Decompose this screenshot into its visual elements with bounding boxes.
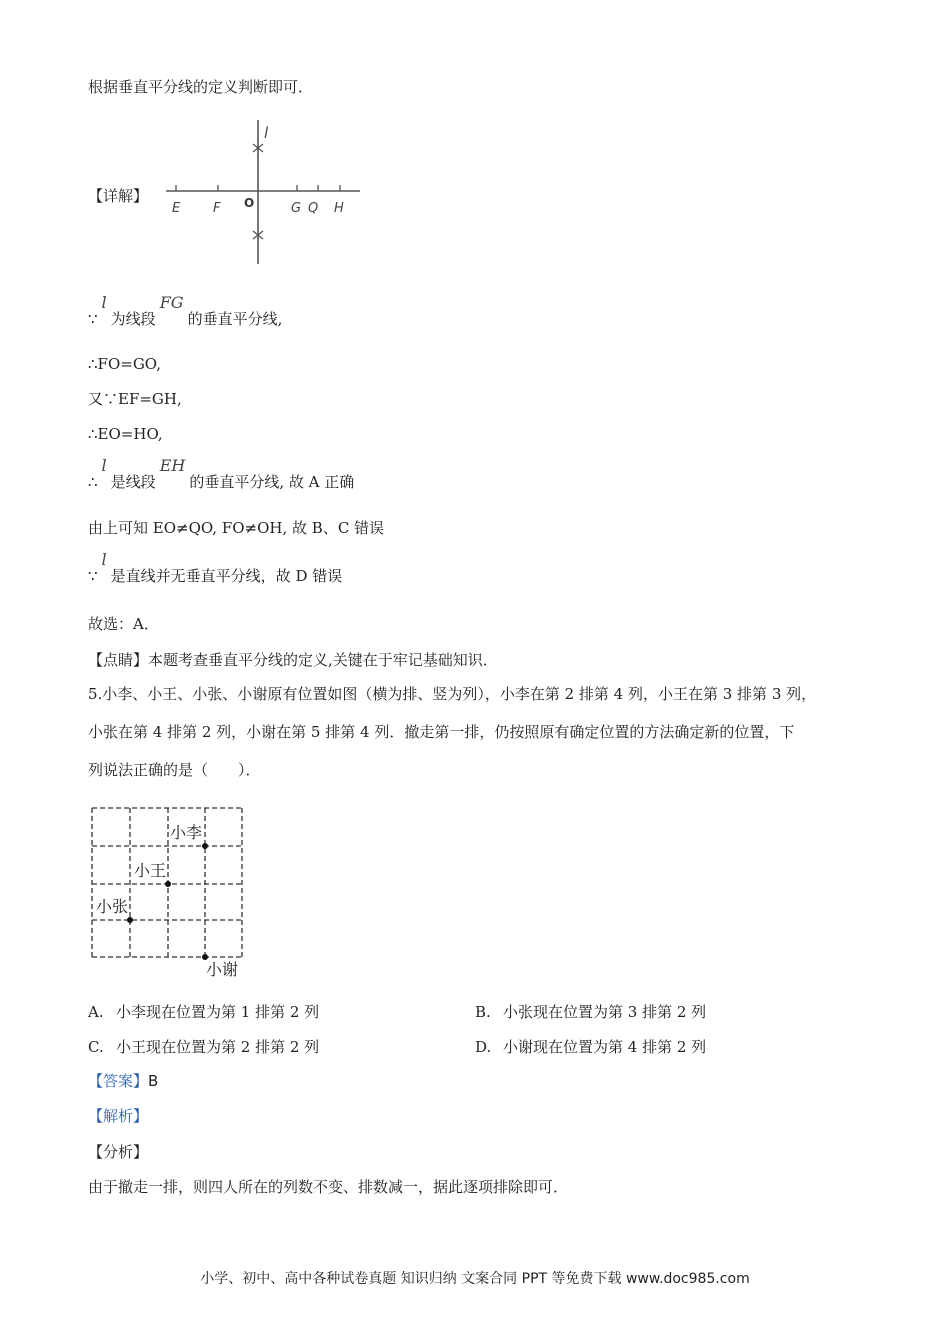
page-footer: 小学、初中、高中各种试卷真题 知识归纳 文案合同 PPT 等免费下载 www.doc985.com — [200, 1271, 750, 1287]
answer-label: 【答案】 — [88, 1072, 149, 1090]
point-f-label: F — [213, 201, 221, 216]
analysis-label: 【解析】 — [88, 1107, 149, 1125]
question-5-line-1: 5.小李、小王、小张、小谢原有位置如图（横为排、竖为列），小李在第 2 排第 4 列，小王在第 3 排第 3 列， — [88, 685, 817, 703]
label-xiaozhang: 小张 — [96, 897, 129, 916]
comment-line: 【点睛】本题考查垂直平分线的定义,关键在于牢记基础知识． — [88, 651, 498, 669]
point-h-label: H — [334, 201, 344, 216]
label-xiaoxie: 小谢 — [206, 960, 239, 979]
answer-value: B — [148, 1072, 159, 1090]
step-7: ∵l是直线并无垂直平分线，故 D 错误 — [88, 550, 343, 585]
label-xiaowang: 小王 — [134, 861, 167, 880]
option-d: D. 小谢现在位置为第 4 排第 2 列 — [475, 1038, 707, 1056]
question-5-line-3: 列说法正确的是（ ）． — [88, 761, 261, 779]
seating-grid-diagram — [88, 800, 258, 980]
analysis-intro: 根据垂直平分线的定义判断即可． — [88, 78, 314, 96]
option-a: A. 小李现在位置为第 1 排第 2 列 — [88, 1003, 320, 1021]
answer-line — [88, 1071, 158, 1091]
detail-label: 【详解】 — [88, 187, 149, 205]
fenxi-label: 【分析】 — [88, 1143, 149, 1161]
point-q-label: Q — [308, 201, 319, 216]
question-5-line-2: 小张在第 4 排第 2 列，小谢在第 5 排第 4 列．撤走第一排，仍按照原有确定位置的方法确定新的位置，下 — [88, 723, 795, 741]
point-g-label: G — [291, 201, 302, 216]
choose-line: 故选：A． — [88, 615, 159, 633]
step-3: 又∵EF=GH, — [88, 390, 182, 408]
step-4: ∴EO=HO, — [88, 425, 163, 443]
step-6: 由上可知 EO≠QO, FO≠OH, 故 B、C 错误 — [88, 519, 385, 537]
line-l-label: l — [264, 124, 269, 142]
point-xiaozhang — [127, 917, 133, 923]
option-c: C. 小王现在位置为第 2 排第 2 列 — [88, 1038, 320, 1056]
option-b: B. 小张现在位置为第 3 排第 2 列 — [475, 1003, 707, 1021]
origin-label: O — [244, 196, 255, 210]
perpendicular-bisector-diagram — [160, 118, 370, 268]
point-xiaowang — [165, 881, 171, 887]
label-xiaoli: 小李 — [170, 823, 203, 842]
step-5: ∴l是线段EH的垂直平分线, 故 A 正确 — [88, 456, 355, 491]
fenxi-text: 由于撤走一排，则四人所在的列数不变、排数减一，据此逐项排除即可． — [88, 1178, 569, 1196]
step-2: ∴FO=GO, — [88, 355, 161, 373]
point-e-label: E — [172, 201, 181, 216]
point-xiaoli — [202, 843, 208, 849]
step-1: ∵l为线段FG的垂直平分线, — [88, 293, 283, 328]
